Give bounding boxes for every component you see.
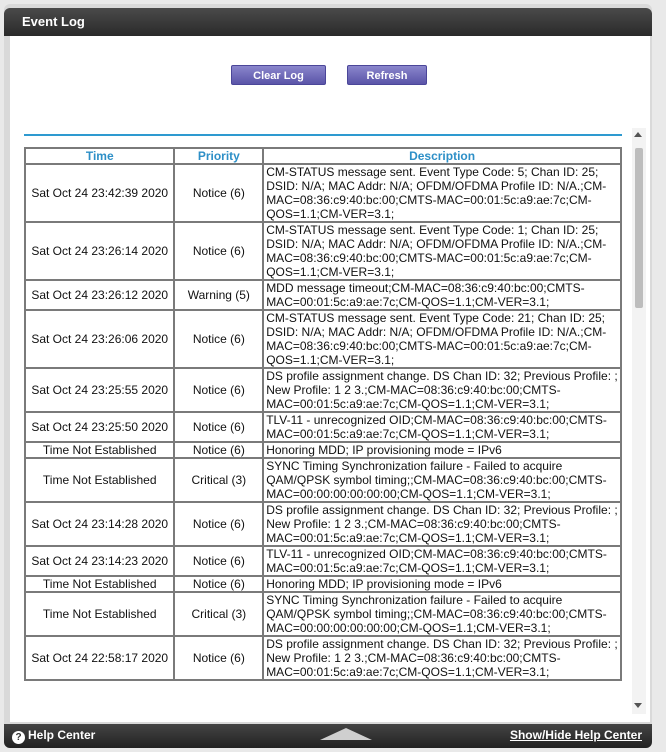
- cell-time: Sat Oct 24 23:14:28 2020: [25, 502, 174, 546]
- table-row: [25, 280, 621, 310]
- column-header-priority: Priority: [174, 148, 263, 164]
- cell-priority: Notice (6): [174, 576, 263, 592]
- table-row: [25, 164, 621, 222]
- vertical-scrollbar[interactable]: [632, 128, 646, 714]
- cell-time: Time Not Established: [25, 458, 174, 502]
- cell-priority: Notice (6): [174, 310, 263, 368]
- help-center-link[interactable]: [12, 728, 95, 744]
- clear-log-button[interactable]: Clear Log: [231, 65, 326, 85]
- up-arrow-icon[interactable]: [320, 728, 372, 740]
- cell-description: SYNC Timing Synchronization failure - Failed to acquire QAM/QPSK symbol timing;;CM-MAC=08:36:c9:40:bc:00;CMTS-MAC=00:00:00:00:00:00;CM-QOS=1.1;CM-VER=3.1;: [263, 592, 621, 636]
- cell-priority: Warning (5): [174, 280, 263, 310]
- cell-time: Time Not Established: [25, 592, 174, 636]
- cell-description: DS profile assignment change. DS Chan ID: 32; Previous Profile: ; New Profile: 1 2 3.;CM-MAC=08:36:c9:40:bc:00;CMTS-MAC=00:01:5c:a9:ae:7c;CM-QOS=1.1;CM-VER=3.1;: [263, 502, 621, 546]
- page-title: Event Log: [22, 14, 85, 29]
- cell-time: Sat Oct 24 23:26:14 2020: [25, 222, 174, 280]
- cell-priority: Notice (6): [174, 502, 263, 546]
- column-header-description: Description: [263, 148, 621, 164]
- cell-time: Time Not Established: [25, 442, 174, 458]
- cell-description: TLV-11 - unrecognized OID;CM-MAC=08:36:c9:40:bc:00;CMTS-MAC=00:01:5c:a9:ae:7c;CM-QOS=1.1;CM-VER=3.1;: [263, 546, 621, 576]
- cell-time: Sat Oct 24 23:26:06 2020: [25, 310, 174, 368]
- scroll-up-icon[interactable]: [634, 132, 642, 137]
- help-center-label: Help Center: [28, 728, 96, 742]
- table-body: [25, 164, 621, 680]
- event-log-table: [24, 147, 622, 681]
- show-hide-help-center-link[interactable]: Show/Hide Help Center: [509, 728, 642, 742]
- cell-description: CM-STATUS message sent. Event Type Code: 5; Chan ID: 25; DSID: N/A; MAC Addr: N/A; OFDM/OFDMA Profile ID: N/A.;CM-MAC=08:36:c9:40:bc:00;CMTS-MAC=00:01:5c:a9:ae:7c;CM-QOS=1.1;CM-VER=3.1;: [263, 164, 621, 222]
- cell-priority: Notice (6): [174, 368, 263, 412]
- table-row: [25, 368, 621, 412]
- cell-priority: Notice (6): [174, 636, 263, 680]
- help-center-bar: [4, 724, 652, 748]
- cell-description: MDD message timeout;CM-MAC=08:36:c9:40:bc:00;CMTS-MAC=00:01:5c:a9:ae:7c;CM-QOS=1.1;CM-VER=3.1;: [263, 280, 621, 310]
- column-header-time: Time: [25, 148, 174, 164]
- title-bar: [4, 8, 652, 36]
- table-row: [25, 412, 621, 442]
- cell-priority: Notice (6): [174, 412, 263, 442]
- table-row: [25, 592, 621, 636]
- cell-description: Honoring MDD; IP provisioning mode = IPv6: [263, 576, 621, 592]
- cell-priority: Notice (6): [174, 164, 263, 222]
- cell-description: Honoring MDD; IP provisioning mode = IPv6: [263, 442, 621, 458]
- divider: [24, 134, 622, 136]
- event-log-panel: [10, 36, 650, 722]
- cell-time: Sat Oct 24 23:25:50 2020: [25, 412, 174, 442]
- cell-description: DS profile assignment change. DS Chan ID: 32; Previous Profile: ; New Profile: 1 2 3.;CM-MAC=08:36:c9:40:bc:00;CMTS-MAC=00:01:5c:a9:ae:7c;CM-QOS=1.1;CM-VER=3.1;: [263, 368, 621, 412]
- cell-description: TLV-11 - unrecognized OID;CM-MAC=08:36:c9:40:bc:00;CMTS-MAC=00:01:5c:a9:ae:7c;CM-QOS=1.1;CM-VER=3.1;: [263, 412, 621, 442]
- cell-description: CM-STATUS message sent. Event Type Code: 1; Chan ID: 25; DSID: N/A; MAC Addr: N/A; OFDM/OFDMA Profile ID: N/A.;CM-MAC=08:36:c9:40:bc:00;CMTS-MAC=00:01:5c:a9:ae:7c;CM-QOS=1.1;CM-VER=3.1;: [263, 222, 621, 280]
- cell-priority: Notice (6): [174, 442, 263, 458]
- cell-time: Sat Oct 24 23:42:39 2020: [25, 164, 174, 222]
- table-row: [25, 442, 621, 458]
- event-log-table-container: [24, 147, 622, 714]
- refresh-button[interactable]: Refresh: [347, 65, 427, 85]
- help-icon: ?: [12, 731, 25, 744]
- table-row: [25, 502, 621, 546]
- cell-description: SYNC Timing Synchronization failure - Failed to acquire QAM/QPSK symbol timing;;CM-MAC=08:36:c9:40:bc:00;CMTS-MAC=00:00:00:00:00:00;CM-QOS=1.1;CM-VER=3.1;: [263, 458, 621, 502]
- cell-time: Time Not Established: [25, 576, 174, 592]
- table-row: [25, 310, 621, 368]
- table-row: [25, 576, 621, 592]
- cell-time: Sat Oct 24 23:26:12 2020: [25, 280, 174, 310]
- cell-priority: Critical (3): [174, 458, 263, 502]
- cell-time: Sat Oct 24 23:25:55 2020: [25, 368, 174, 412]
- table-row: [25, 222, 621, 280]
- table-header-row: [25, 148, 621, 164]
- cell-priority: Critical (3): [174, 592, 263, 636]
- cell-priority: Notice (6): [174, 222, 263, 280]
- table-row: [25, 458, 621, 502]
- table-row: [25, 636, 621, 680]
- cell-time: Sat Oct 24 22:58:17 2020: [25, 636, 174, 680]
- scroll-down-icon[interactable]: [634, 703, 642, 708]
- scroll-thumb[interactable]: [635, 148, 643, 308]
- cell-time: Sat Oct 24 23:14:23 2020: [25, 546, 174, 576]
- cell-description: CM-STATUS message sent. Event Type Code: 21; Chan ID: 25; DSID: N/A; MAC Addr: N/A; OFDM/OFDMA Profile ID: N/A.;CM-MAC=08:36:c9:40:bc:00;CMTS-MAC=00:01:5c:a9:ae:7c;CM-QOS=1.1;CM-VER=3.1;: [263, 310, 621, 368]
- table-row: [25, 546, 621, 576]
- cell-description: DS profile assignment change. DS Chan ID: 32; Previous Profile: ; New Profile: 1 2 3.;CM-MAC=08:36:c9:40:bc:00;CMTS-MAC=00:01:5c:a9:ae:7c;CM-QOS=1.1;CM-VER=3.1;: [263, 636, 621, 680]
- cell-priority: Notice (6): [174, 546, 263, 576]
